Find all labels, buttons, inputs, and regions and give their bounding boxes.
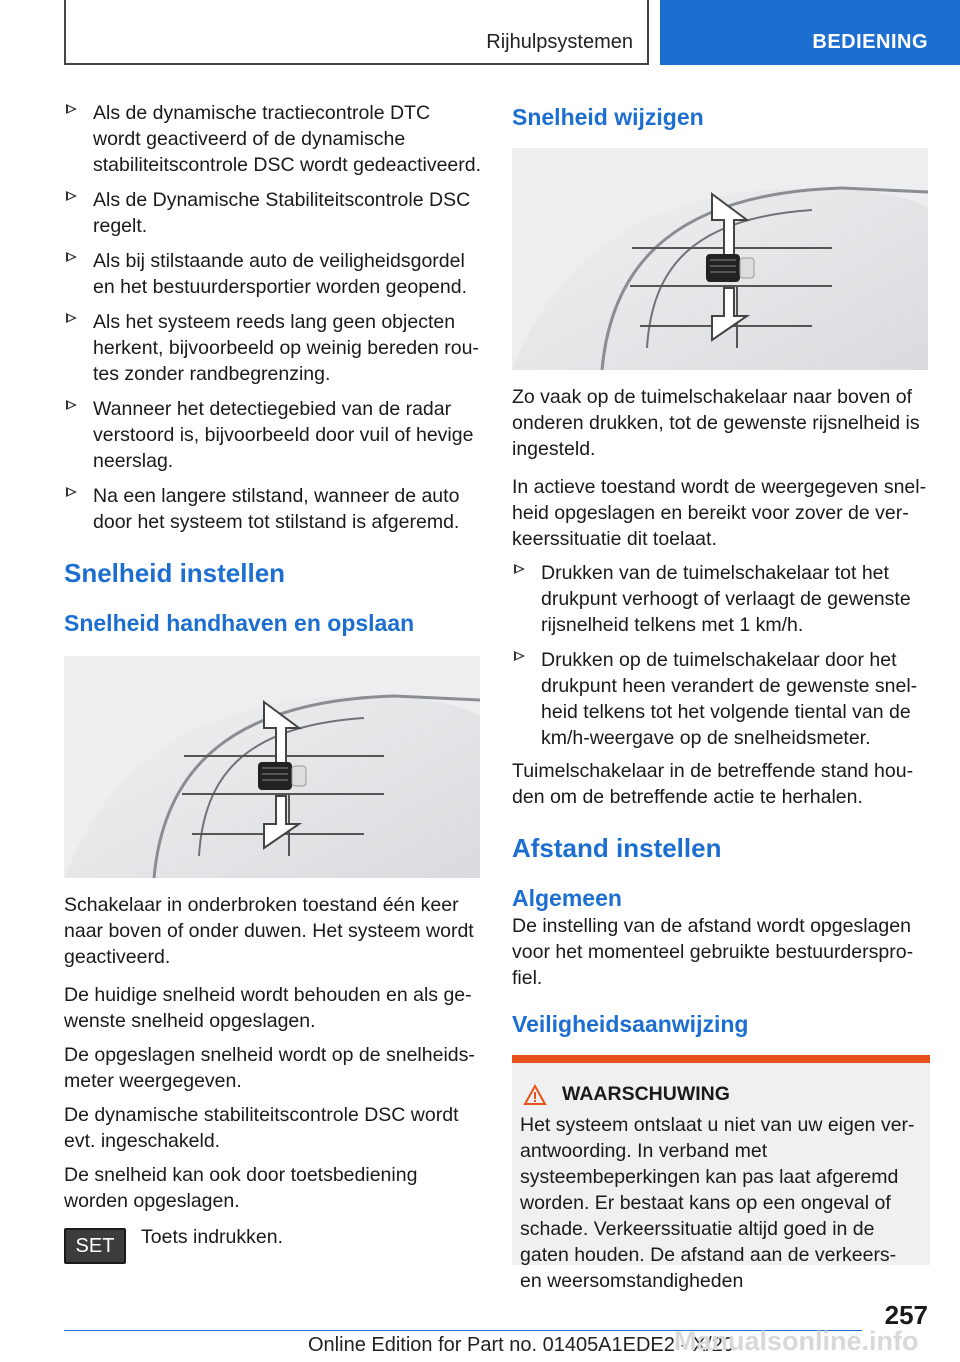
page-number: 257	[884, 1300, 928, 1330]
edition-text: Online Edition for Part no. 01405A1EDE2 - X/20	[308, 1334, 734, 1356]
warning-box	[512, 1055, 930, 1292]
bullet-triangle-icon	[66, 313, 77, 323]
paragraph: De instelling van de afstand wordt opgeslagen voor het momenteel gebruikte bestuurdersprofiel.	[512, 915, 914, 989]
steering-wheel-switch-illustration	[64, 656, 480, 878]
steering-switch-image-2	[512, 148, 928, 370]
watermark-logo: Manualsonline.info	[674, 1326, 919, 1356]
chapter-tab[interactable]	[660, 0, 960, 65]
steering-wheel-switch-illustration	[512, 148, 928, 370]
heading-general: Algemeen	[512, 885, 622, 911]
warning-title: WAARSCHUWING	[562, 1083, 730, 1105]
heading-safety: Veiligheidsaanwijzing	[512, 1011, 749, 1037]
steering-switch-image	[64, 656, 480, 878]
list-item: Als het systeem reeds lang geen objecten herkent, bijvoorbeeld op weinig bereden routes zonder randbegrenzing.	[64, 309, 482, 387]
rocker-switch-list	[512, 560, 930, 751]
bullet-triangle-icon	[66, 252, 77, 262]
bullet-triangle-icon	[66, 487, 77, 497]
header-frame	[64, 0, 649, 65]
paragraph: Zo vaak op de tuimelschakelaar naar boven of onderen drukken, tot de gewenste rijsnelheid is ingesteld.	[512, 386, 920, 460]
bullet-triangle-icon	[66, 400, 77, 410]
chapter-label: BEDIENING	[812, 31, 928, 53]
bullet-triangle-icon	[66, 191, 77, 201]
heading-speed-set: Snelheid instellen	[64, 558, 286, 588]
paragraph: Schakelaar in onderbroken toestand één keer naar boven of onder duwen. Het systeem wordt geactiveerd.	[64, 894, 474, 968]
list-item: Na een langere stilstand, wanneer de auto door het systeem tot stilstand is afgeremd.	[64, 483, 482, 535]
list-item: Drukken van de tuimelschakelaar tot het drukpunt verhoogt of verlaagt de gewenste rijsnelheid telkens met 1 km/h.	[512, 560, 930, 638]
paragraph: De dynamische stabiliteitscontrole DSC wordt evt. ingeschakeld.	[64, 1104, 459, 1152]
heading-distance-set: Afstand instellen	[512, 833, 722, 863]
heading-speed-change: Snelheid wijzigen	[512, 104, 704, 130]
list-item: Drukken op de tuimelschakelaar door het drukpunt heen verandert de gewenste snelheid telkens tot het volgende tiental van de km/h-weergave op de snelheidsmeter.	[512, 647, 930, 751]
list-item: Als de dynamische tractiecontrole DTC wordt geactiveerd of de dynamische stabiliteitscontrole DSC wordt gedeactiveerd.	[64, 100, 482, 178]
paragraph: In actieve toestand wordt de weergegeven snelheid opgeslagen en bereikt voor zover de verkeerssituatie dit toelaat.	[512, 476, 927, 550]
list-item: Als bij stilstaande auto de veiligheidsgordel en het bestuurdersportier worden geopend.	[64, 248, 482, 300]
heading-hold-save: Snelheid handhaven en opslaan	[64, 610, 415, 636]
list-item: Wanneer het detectiegebied van de radar verstoord is, bijvoorbeeld door vuil of hevige neerslag.	[64, 396, 482, 474]
paragraph: Tuimelschakelaar in de betreffende stand houden om de betreffende actie te herhalen.	[512, 760, 914, 808]
set-key-row	[64, 1224, 482, 1276]
paragraph: De opgeslagen snelheid wordt op de snelheidsmeter weergegeven.	[64, 1044, 475, 1092]
conditions-list	[64, 100, 482, 535]
section-title: Rijhulpsystemen	[486, 31, 633, 53]
paragraph: De huidige snelheid wordt behouden en als gewenste snelheid opgeslagen.	[64, 984, 472, 1032]
warning-triangle-icon	[524, 1085, 546, 1105]
paragraph: De snelheid kan ook door toetsbediening worden opgeslagen.	[64, 1164, 418, 1212]
bullet-triangle-icon	[514, 651, 525, 661]
warning-text: Het systeem ontslaat u niet van uw eigen verantwoording. In verband met systeembeperkingen kan pas laat afgeremd worden. Er bestaat kans op een ongeval of schade. Verkeerssituatie altijd goed in de gaten houden. De afstand aan de verkeers- en weersomstandigheden	[520, 1114, 915, 1292]
list-item: Als de Dynamische Stabiliteitscontrole DSC regelt.	[64, 187, 482, 239]
bullet-triangle-icon	[514, 564, 525, 574]
set-button-icon: SET	[64, 1228, 126, 1264]
set-key-instruction: Toets indrukken.	[141, 1226, 283, 1248]
right-column	[512, 100, 930, 1292]
bullet-triangle-icon	[66, 104, 77, 114]
left-column	[64, 100, 482, 1276]
warning-header	[524, 1083, 923, 1106]
